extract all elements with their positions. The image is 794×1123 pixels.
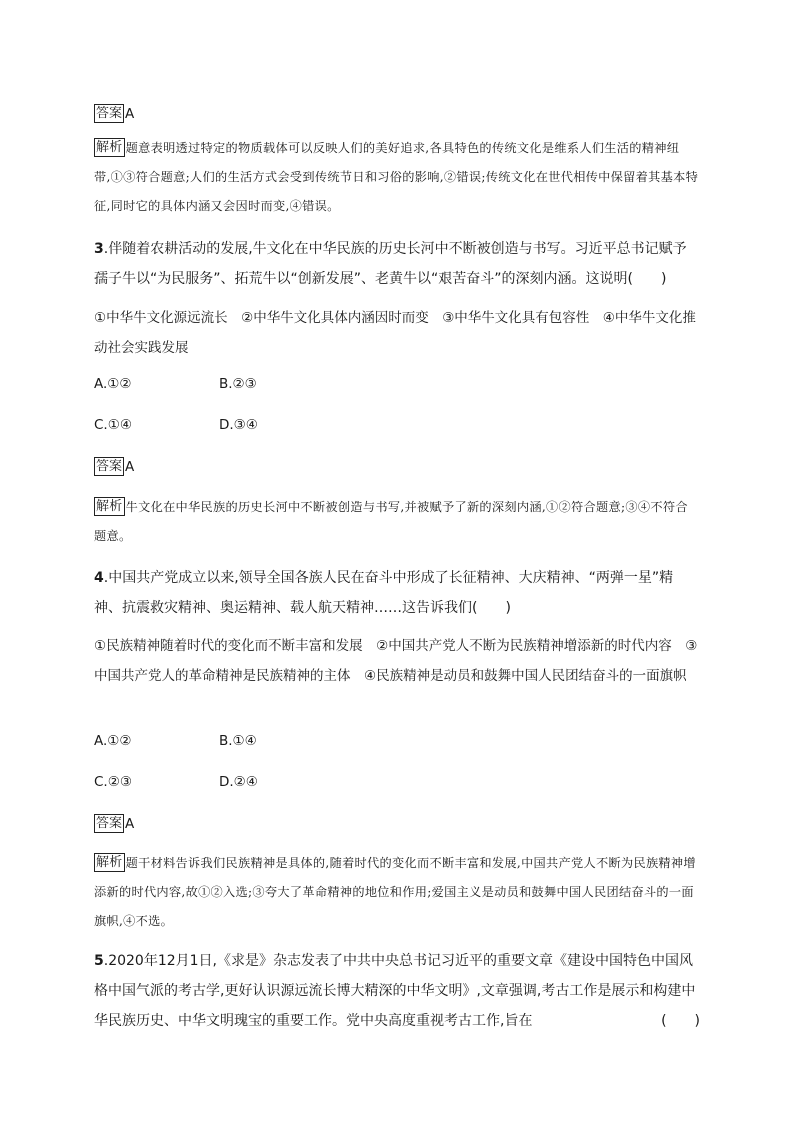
answer-paren: ( ) [661,1013,700,1029]
option-b: B.②③ [219,376,257,392]
question-number: 4 [94,570,104,586]
analysis-block [94,493,700,551]
answer-tag: 答案 [96,816,123,831]
question-text: .伴随着农耕活动的发展,牛文化在中华民族的历史长河中不断被创造与书写。习近平总书记赋予孺子牛以“为民服务”、拓荒牛以“创新发展”、老黄牛以“艰苦奋斗”的深刻内涵。这说明( ) [94,241,687,287]
analysis-block [94,849,700,936]
question-3 [94,234,700,294]
statements-text: ①民族精神随着时代的变化而不断丰富和发展 ②中国共产党人不断为民族精神增添新的时代内容 ③中国共产党人的革命精神是民族精神的主体 ④民族精神是动员和鼓舞中国人民团结奋斗的一面旗帜 [94,638,698,684]
analysis-tag: 解析 [96,499,123,514]
question-5 [94,946,700,1036]
analysis-tag: 解析 [96,855,123,870]
answer-value: A [125,106,135,122]
analysis-text: 牛文化在中华民族的历史长河中不断被创造与书写,并被赋予了新的深刻内涵,①②符合题意;③④不符合题意。 [94,500,688,543]
analysis-tag: 解析 [96,140,123,155]
analysis-block [94,134,700,221]
statements-3 [94,303,700,363]
option-d: D.③④ [219,417,258,433]
option-c: C.②③ [94,774,132,790]
option-a: A.①② [94,733,132,749]
answer-line [94,99,700,129]
question-text: .2020年12月1日,《求是》杂志发表了中共中央总书记习近平的重要文章《建设中国特色中国风格中国气派的考古学,更好认识源远流长博大精深的中华文明》,文章强调,考古工作是展示和构建中华民族历史、中华文明瑰宝的重要工作。党中央高度重视考古工作,旨在 [94,953,696,1029]
question-number: 5 [94,953,104,969]
option-a: A.①② [94,376,132,392]
answer-tag: 答案 [96,459,123,474]
answer-line [94,809,700,839]
answer-line [94,452,700,482]
analysis-text: 题意表明透过特定的物质载体可以反映人们的美好追求,各具特色的传统文化是维系人们生活的精神纽带,①③符合题意;人们的生活方式会受到传统节日和习俗的影响,②错误;传统文化在世代相传中保留着其基本特征,同时它的具体内涵又会因时而变,④错误。 [94,141,699,213]
question-text: .中国共产党成立以来,领导全国各族人民在奋斗中形成了长征精神、大庆精神、“两弹一星”精神、抗震救灾精神、奥运精神、载人航天精神……这告诉我们( ) [94,570,674,616]
question-4 [94,563,700,623]
question-number: 3 [94,241,104,257]
answer-tag: 答案 [96,106,123,121]
statements-text: ①中华牛文化源远流长 ②中华牛文化具体内涵因时而变 ③中华牛文化具有包容性 ④中华牛文化推动社会实践发展 [94,310,696,356]
analysis-text: 题干材料告诉我们民族精神是具体的,随着时代的变化而不断丰富和发展,中国共产党人不断为民族精神增添新的时代内容,故①②入选;③夸大了革命精神的地位和作用;爱国主义是动员和鼓舞中国人民团结奋斗的一面旗帜,④不选。 [94,856,696,928]
statements-4 [94,631,700,691]
option-d: D.②④ [219,774,258,790]
answer-value: A [125,459,135,475]
answer-value: A [125,816,135,832]
option-c: C.①④ [94,417,132,433]
option-b: B.①④ [219,733,257,749]
